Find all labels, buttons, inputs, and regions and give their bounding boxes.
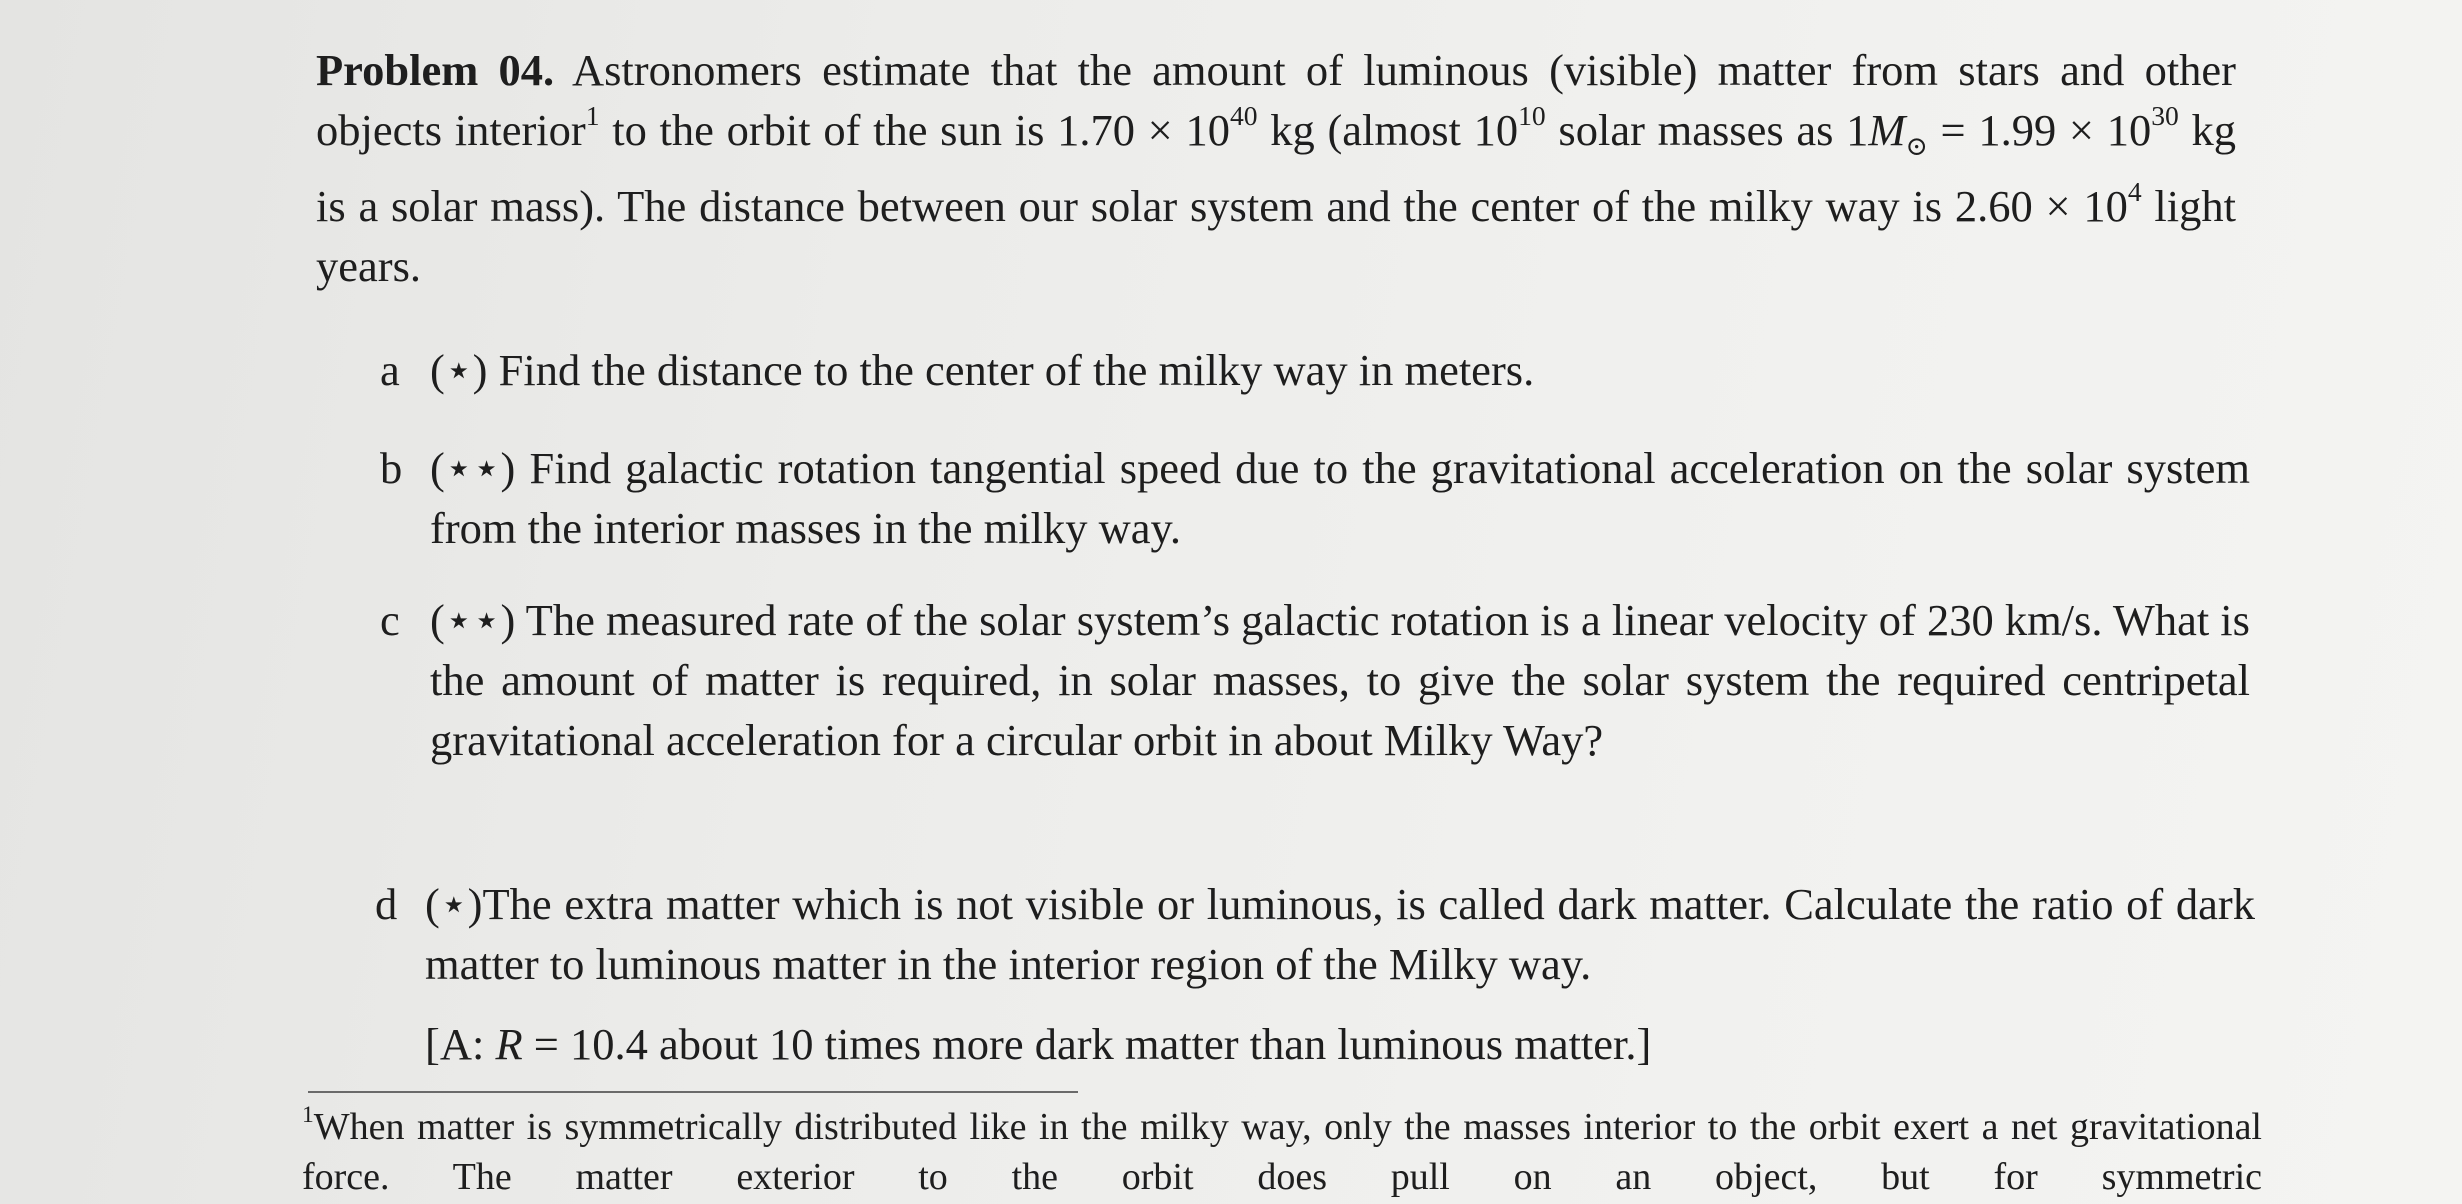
exponent-30: 30 xyxy=(2151,100,2179,132)
exponent-4: 4 xyxy=(2127,175,2142,207)
exponent-40: 40 xyxy=(1229,100,1258,132)
intro-text-7: light years. xyxy=(316,180,2237,291)
footnote xyxy=(302,1102,2262,1202)
item-letter-d: d xyxy=(375,879,398,929)
sub-question-a xyxy=(380,340,2250,400)
intro-text-1: Astronomers estimate that the amount of luminous (visible) matter from stars and other objects interior xyxy=(316,45,2236,155)
answer-prefix: [A: xyxy=(425,1019,496,1069)
item-text-d: (⋆)The extra matter which is not visible or luminous, is called dark matter. Calculate the ratio of dark matter to luminous matter in the interior region of the Milky way. xyxy=(425,879,2255,989)
item-letter-a: a xyxy=(380,345,400,395)
footnote-marker: 1 xyxy=(302,1101,314,1128)
answer-text: = 10.4 about 10 times more dark matter than luminous matter.] xyxy=(522,1019,1652,1069)
footnote-divider xyxy=(308,1091,1078,1093)
item-text-b: (⋆⋆) Find galactic rotation tangential speed due to the gravitational acceleration on the solar system from the interior masses in the milky way. xyxy=(430,443,2250,553)
item-text-c: (⋆⋆) The measured rate of the solar system’s galactic rotation is a linear velocity of 230 km/s. What is the amount of matter is required, in solar masses, to give the solar system the required centripetal gravitational acceleration for a circular orbit in about Milky Way? xyxy=(430,595,2250,765)
answer-variable: R xyxy=(495,1019,523,1069)
intro-text-4: solar masses as 1 xyxy=(1545,105,1869,155)
item-letter-b: b xyxy=(380,443,403,493)
item-letter-c: c xyxy=(380,595,400,645)
sub-question-b xyxy=(380,438,2250,558)
item-text-a: (⋆) Find the distance to the center of the milky way in meters. xyxy=(430,345,1535,395)
intro-text-2: to the orbit of the sun is 1.70 × 10 xyxy=(599,105,1230,155)
answer-line xyxy=(425,1014,2255,1074)
solar-mass-symbol: M xyxy=(1868,105,1906,155)
intro-text-6: kg is a solar mass). The distance between our solar system and the center of the milky way is 2.60 × 10 xyxy=(316,105,2237,231)
footnote-reference: 1 xyxy=(585,100,600,132)
exponent-10: 10 xyxy=(1518,100,1546,132)
intro-text-3: kg (almost 10 xyxy=(1257,105,1519,155)
intro-text-5: = 1.99 × 10 xyxy=(1927,105,2152,155)
sub-question-c xyxy=(380,590,2250,770)
footnote-text: When matter is symmetrically distributed like in the milky way, only the masses interior to the orbit exert a net gravitational force. The matter exterior to the orbit does pull on an object, but for symmetric xyxy=(302,1106,2262,1198)
sub-question-d xyxy=(375,874,2255,994)
problem-statement xyxy=(316,40,2236,296)
sun-symbol: ⊙ xyxy=(1905,130,1928,161)
problem-label: Problem 04. xyxy=(316,45,555,95)
